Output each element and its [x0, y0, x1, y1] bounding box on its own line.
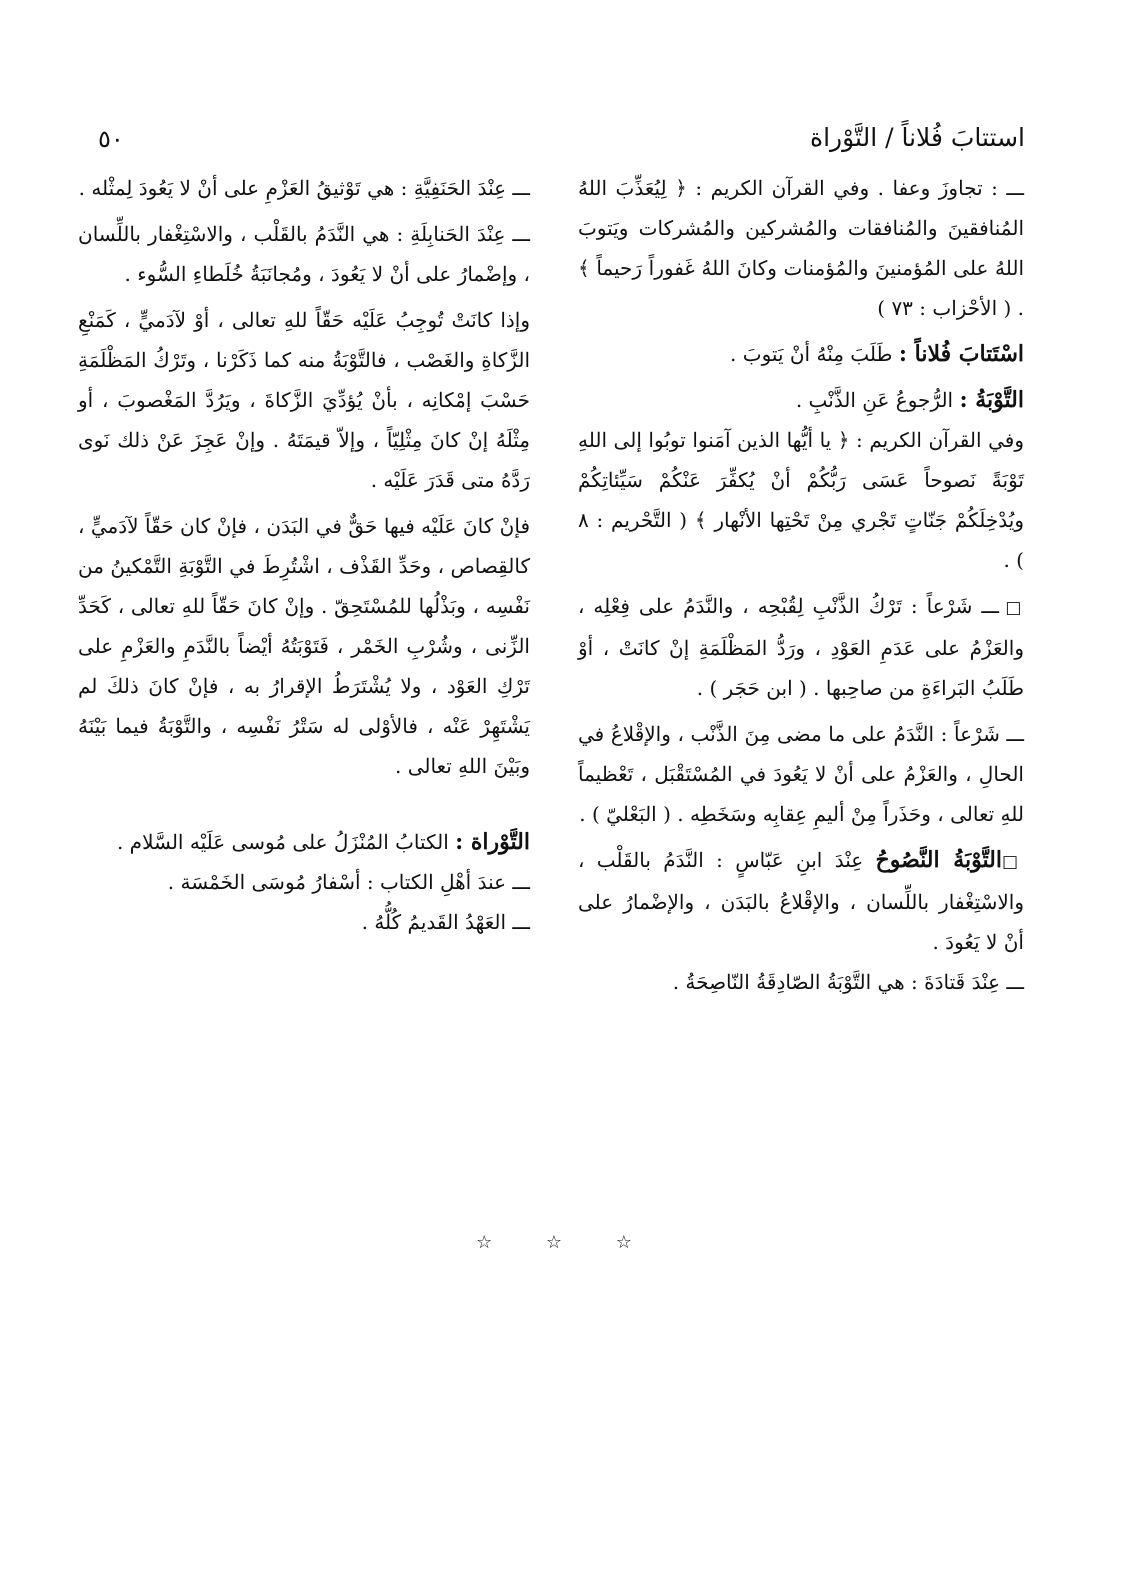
quran-quote-tahrim: وفي القرآن الكريم : ﴿ يا أيُّها الذين آمَنوا توبُوا إلى اللهِ تَوْبَةً نَصوحاً عَسَى رَبُّكُمْ أنْ يُكفِّرَ عَنْكُمْ سَيِّئاتِكُمْ ويُدْخِلَكُمْ جَنّاتٍ تَجْري مِنْ تَحْتِها الأنْهار ﴾ ( التَّحْريم : ٨ ) .: [578, 428, 1024, 572]
sharia-definition-ibn-hajar-text: ـــ شَرْعاً : تَرْكُ الذَّنْبِ لِقُبْحِه ، والنَّدَمُ على فِعْلِه ، والعَزْمُ على عَدَمِ العَوْدِ ، ورَدُّ المَظْلَمَةِ إنْ كانَتْ ، أوْ طَلَبُ البَراءَةِ من صاحِبها . ( ابن حَجَر ) .: [578, 594, 1024, 700]
definition-hanafiyya: ـــ عِنْدَ الحَنَفِيَّةِ : هي تَوْثيقُ العَزْمِ على أنْ لا يَعُودَ لِمثْله .: [78, 176, 530, 200]
definition-old-testament: ـــ العَهْدُ القَديمُ كُلُّهُ .: [361, 910, 530, 934]
definition-qatada: ـــ عِنْدَ قَتادَةَ : هي التَّوْبَةُ الصّادِقَةُ النّاصِحَةُ .: [672, 970, 1024, 994]
definition-tawba-nasuh: عِنْدَ ابنِ عَبّاسٍ : النَّدَمُ بالقَلْب ، والاسْتِغْفار باللِّسان ، والإقْلاعُ بالبَدَن ، والإضْمارُ على أنْ لا يَعُودَ .: [578, 848, 1024, 954]
definition-istataba: طَلَبَ مِنْهُ أنْ يَتوبَ .: [730, 342, 899, 366]
entry-istataba: [578, 334, 1024, 374]
definition-tawba: الرُّجوعُ عَنِ الذَّنْبِ .: [795, 388, 960, 412]
sharia-definition-ibn-hajar: [578, 586, 1024, 708]
square-bullet-icon: □: [1005, 598, 1024, 618]
definition-people-of-book: ـــ عندَ أهْلِ الكتاب : أسْفارُ مُوسَى الخَمْسَة .: [167, 870, 530, 894]
headword-tawrat: التَّوْراة :: [455, 829, 530, 855]
paragraph-bodily-rights: فإنْ كانَ عَلَيْه فيها حَقٌّ في البَدَن ، فإنْ كان حَقّاً لآدَميٍّ ، كالقِصاص ، وحَدِّ القَذْف ، اشْتُرِطَ في التَّوْبَةِ التَّمْكينُ من نَفْسِه ، وبَذْلُها للمُسْتَحِقّ . وإنْ كانَ حَقّاً للهِ تعالى ، كَحَدِّ الزِّنى ، وشُرْبِ الخَمْر ، فَتَوْبَتُهُ أيْضاً بالنَّدَمِ والعَزْمِ على تَرْكِ العَوْد ، ولا يُشْتَرَطُ الإقرارُ به ، فإنْ كانَ ذلكَ لم يَشْتَهِرْ عَنْه ، فالأوْلى له سَتْرُ نَفْسِه ، والتَّوْبَةُ فيما بَيْنَهُ وبَيْنَ اللهِ تعالى .: [78, 514, 530, 778]
right-column: [578, 168, 1024, 1002]
definition-hanabila: ـــ عِنْدَ الحَنابِلَةِ : هي النَّدَمُ بالقَلْب ، والاسْتِغْفار باللِّسان ، وإضْمارُ على أنْ لا يَعُودَ ، ومُجانَبَةُ خُلَطاءِ السُّوء .: [78, 222, 530, 286]
page-number: ٥٠: [98, 125, 124, 153]
sharia-definition-baali: ـــ شَرْعاً : النَّدَمُ على ما مضى مِنَ الذَّنْب ، والإقْلاعُ في الحالِ ، والعَزْمُ على أنْ لا يَعُودَ في المُسْتَقْبَل ، تَعْظيماً للهِ تعالى ، وحَذَراً مِنْ أليمِ عِقابِه وسَخَطِه . ( البَعْليّ ) .: [578, 722, 1024, 826]
entry-tawba: [578, 380, 1024, 420]
headword-tawba-nasuh: التَّوْبَةُ النَّصُوحُ: [875, 847, 1002, 873]
running-head: استتابَ فُلاناً / التَّوْراة: [810, 123, 1025, 152]
headword-tawba: التَّوْبَةُ :: [959, 387, 1024, 413]
paragraph-rights-of-others: وإذا كانَتْ تُوجِبُ عَلَيْه حَقّاً للهِ تعالى ، أوْ لآدَميٍّ ، كَمَنْعِ الزَّكاةِ والغَصْب ، فالتَّوْبَةُ منه كما ذَكَرْنا ، وتَرْكُ المَظْلَمَةِ حَسْبَ إمْكانِه ، بأنْ يُؤدِّيَ الزَّكاةَ ، ويَرُدَّ المَغْصوبَ ، أو مِثْلَهُ إنْ كانَ مِثْلِيّاً ، وإلاّ قيمَتَهُ . وإنْ عَجِزَ عَنْ ذلك نَوى رَدَّهُ متى قَدَرَ عَلَيْه .: [78, 308, 530, 492]
star-ornament-icon: ☆ ☆ ☆: [476, 1232, 656, 1253]
headword-istataba: اسْتَتابَ فُلاناً :: [898, 341, 1024, 367]
square-bullet-icon: □: [1001, 852, 1025, 872]
entry-tawrat: [78, 822, 530, 862]
left-column: [78, 168, 530, 942]
entry-definition-forgive: ـــ : تجاوزَ وعفا . وفي القرآن الكريم : ﴿ لِيُعَذِّبَ اللهُ المُنافقينَ والمُنافقات والمُشركين والمُشركات ويَتوبَ اللهُ على المُؤمنينَ والمُؤمنات وكانَ اللهُ غَفوراً رَحيماً ﴾ . ( الأحْزاب : ٧٣ ): [578, 176, 1024, 320]
definition-tawrat: الكتابُ المُنْزَلُ على مُوسى عَلَيْه السَّلام .: [116, 830, 456, 854]
entry-tawba-nasuh: [578, 840, 1024, 962]
